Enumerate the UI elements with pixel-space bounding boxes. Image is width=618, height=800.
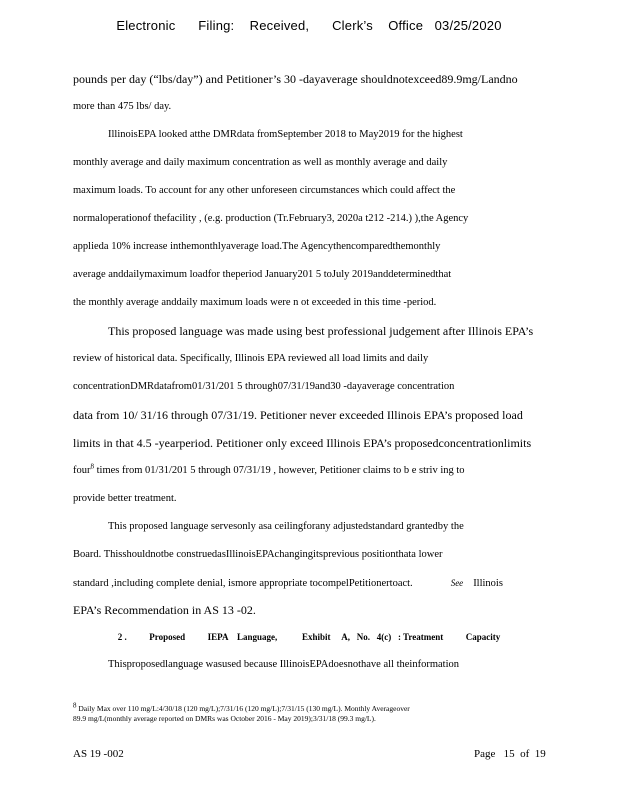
footnote-line-2: 89.9 mg/L(monthly average reported on DMRs was October 2016 - May 2019);3/31/18 (99.3 mg/L). — [73, 714, 376, 723]
body-line-12: concentrationDMRdatafrom01/31/201 5 through07/31/19and30 -dayaverage concentration — [73, 381, 455, 392]
body-line-15 — [73, 464, 545, 478]
docket-number: AS 19 -002 — [73, 748, 124, 760]
footnote-line-1 — [73, 701, 545, 714]
body-line-4: monthly average and daily maximum concentration as well as monthly average and daily — [73, 157, 448, 168]
body-line-8: average anddailymaximum loadfor theperiod January201 5 toJuly 2019anddeterminedthat — [73, 269, 452, 280]
body-line-13: data from 10/ 31/16 through 07/31/19. Petitioner never exceeded Illinois EPA’s proposed load — [73, 408, 523, 422]
body-line-15-rest: times from 01/31/201 5 through 07/31/19 , however, Petitioner claims to b e striv ing to — [94, 465, 465, 476]
body-line-18: Board. Thisshouldnotbe construedasIllinoisEPAchangingitsprevious positionthata lower — [73, 549, 443, 560]
page-number: Page 15 of 19 — [474, 748, 546, 760]
body-line-21: Thisproposedlanguage wasused because IllinoisEPAdoesnothave all theinformation — [108, 659, 459, 670]
body-line-15-lead: four — [73, 465, 91, 476]
body-line-20: EPA’s Recommendation in AS 13 -02. — [73, 603, 256, 617]
footnote-line-1-text: Daily Max over 110 mg/L:4/30/18 (120 mg/L);7/31/16 (120 mg/L);7/31/15 (130 mg/L). Monthly Averageover — [76, 704, 410, 713]
body-line-9: the monthly average anddaily maximum loads were n ot exceeded in this time -period. — [73, 297, 437, 308]
body-line-1: pounds per day (“lbs/day”) and Petitioner’s 30 -dayaverage shouldnotexceed89.9mg/Landno — [73, 72, 518, 86]
citation-signal: See — [450, 578, 464, 588]
body-line-5: maximum loads. To account for any other unforeseen circumstances which could affect the — [73, 185, 456, 196]
body-line-19-tail: Illinois — [473, 578, 503, 589]
footnote-marker: 8 — [73, 701, 77, 710]
body-line-3: IllinoisEPA looked atthe DMRdata fromSeptember 2018 to May2019 for the highest — [108, 129, 463, 140]
body-line-19 — [73, 576, 545, 591]
body-line-17: This proposed language servesonly asa ceilingforany adjustedstandard grantedby the — [108, 521, 464, 532]
body-line-14: limits in that 4.5 -yearperiod. Petitioner only exceed Illinois EPA’s proposedconcentrationlimits — [73, 436, 532, 450]
body-line-2: more than 475 lbs/ day. — [73, 101, 172, 112]
filing-stamp-header: Electronic Filing: Received, Clerk’s Office 03/25/2020 — [116, 18, 502, 33]
section-heading: 2 . Proposed IEPA Language, Exhibit A, No. 4(c) : Treatment Capacity — [117, 632, 501, 642]
body-line-10: This proposed language was made using best professional judgement after Illinois EPA’s — [108, 324, 534, 338]
body-line-6: normaloperationof thefacility , (e.g. production (Tr.February3, 2020a t212 -214.) ),the Agency — [73, 213, 469, 224]
body-line-19-text: standard ,including complete denial, ismore appropriate tocompelPetitionertoact. — [73, 578, 413, 589]
body-line-11: review of historical data. Specifically, Illinois EPA reviewed all load limits and daily — [73, 353, 429, 364]
footnote-reference: 8 — [90, 462, 94, 471]
body-line-7: applieda 10% increase inthemonthlyaverage load.The Agencythencomparedthemonthly — [73, 241, 441, 252]
body-line-16: provide better treatment. — [73, 493, 177, 504]
